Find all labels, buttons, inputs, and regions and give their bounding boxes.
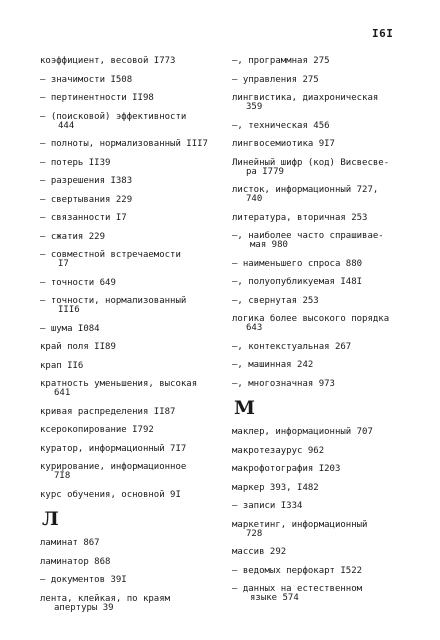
index-entry-text: ламинат 867 — [40, 538, 100, 548]
index-entry-text: макротезаурус 962 — [232, 445, 325, 456]
index-entry-text: листок, информационный 727, — [232, 185, 379, 195]
index-entry-continuation: ра I779 — [246, 166, 284, 177]
index-entry — [232, 566, 432, 576]
index-entry-text: литература, вторичная 253 — [232, 212, 368, 223]
index-entry — [232, 213, 432, 223]
index-entry-text: – записи I334 — [232, 501, 303, 511]
index-entry-text: Линейный шифр (код) Висвесве- — [232, 157, 390, 168]
index-entry-text: – полноты, нормализованный III7 — [40, 139, 208, 149]
index-entry-text: – данных на естественном — [232, 584, 363, 594]
index-entry-text: лингвосемиотика 9I7 — [232, 139, 335, 149]
index-entry — [40, 232, 230, 242]
index-entry — [40, 112, 230, 131]
index-entry-continuation: языке 574 — [250, 593, 299, 603]
index-entry-text: –, программная 275 — [232, 56, 330, 66]
index-entry — [40, 176, 230, 186]
index-entry-text: коэффициент, весовой I773 — [40, 56, 176, 66]
index-entry-text: –, техническая 456 — [232, 120, 330, 131]
index-entry-text: – связанности I7 — [40, 213, 127, 223]
index-entry — [232, 296, 432, 306]
index-entry-text: –, полуопубликуемая I48I — [232, 277, 363, 287]
index-entry — [40, 490, 230, 500]
index-entry-text: – ведомых перфокарт I522 — [232, 565, 363, 576]
index-entry-text: лингвистика, диахроническая — [232, 93, 379, 103]
index-entry-text: кривая распределения II87 — [40, 406, 176, 417]
index-entry — [40, 75, 230, 85]
index-entry — [40, 250, 230, 269]
index-entry-text: – (поисковой) эффективности — [40, 111, 187, 122]
index-entry-text: – потерь II39 — [40, 157, 111, 168]
index-entry — [232, 547, 432, 557]
index-entry-text: ламинатор 868 — [40, 556, 111, 567]
index-entry-text: –, наиболее часто спрашивае- — [232, 231, 384, 241]
index-entry — [232, 277, 432, 287]
index-entry-text: – пертинентности II98 — [40, 93, 154, 103]
index-entry-continuation: 643 — [246, 323, 263, 333]
index-entry — [232, 75, 432, 85]
index-entry — [232, 446, 432, 456]
index-entry — [40, 324, 230, 334]
index-entry — [232, 121, 432, 131]
index-entry — [232, 501, 432, 511]
index-entry-text: –, контекстуальная 267 — [232, 341, 352, 352]
index-entry — [40, 278, 230, 288]
index-entry-text: – документов 39I — [40, 575, 127, 585]
index-entry — [40, 296, 230, 315]
index-entry-text: – шума I084 — [40, 323, 100, 334]
index-entry — [232, 483, 432, 493]
index-entry — [40, 379, 230, 398]
index-entry-text: – наименьшего спроса 880 — [232, 258, 363, 269]
index-entry — [232, 342, 432, 352]
index-entry-text: – сжатия 229 — [40, 231, 106, 242]
index-entry-continuation: 7I8 — [54, 471, 71, 481]
index-entry — [40, 575, 230, 585]
index-entry — [40, 538, 230, 548]
index-entry — [232, 259, 432, 269]
index-entry-continuation: 359 — [246, 102, 263, 112]
index-entry — [232, 427, 432, 437]
index-entry — [40, 213, 230, 223]
index-entry — [40, 56, 230, 66]
index-entry-text: лента, клейкая, по краям — [40, 593, 171, 604]
index-entry-text: край поля II89 — [40, 342, 116, 352]
index-entry — [232, 158, 432, 177]
index-entry-text: курирование, информационное — [40, 462, 187, 472]
index-entry-text: – точности 649 — [40, 277, 116, 288]
index-entry — [232, 139, 432, 149]
index-entry — [40, 462, 230, 481]
index-entry-text: маркетинг, информационный — [232, 519, 368, 530]
index-entry — [232, 360, 432, 370]
index-entry — [40, 158, 230, 168]
index-entry-continuation: 444 — [58, 120, 75, 131]
index-entry — [40, 93, 230, 103]
index-entry — [232, 584, 432, 603]
index-entry — [232, 379, 432, 389]
index-entry-continuation: I7 — [58, 259, 69, 269]
index-entry-continuation: мая 980 — [250, 240, 288, 250]
index-entry — [232, 185, 432, 204]
index-entry — [40, 425, 230, 435]
index-entry-text: – свертывания 229 — [40, 194, 133, 205]
index-entry — [232, 56, 432, 66]
index-entry-continuation: 740 — [246, 194, 263, 204]
index-entry-text: – совместной встречаемости — [40, 250, 181, 260]
index-entry-text: –, машинная 242 — [232, 360, 314, 370]
index-entry-text: курс обучения, основной 9I — [40, 489, 181, 500]
index-entry-text: маклер, информационный 707 — [232, 427, 373, 437]
index-entry — [40, 342, 230, 352]
index-entry-continuation: 728 — [246, 528, 263, 539]
index-entry-text: маркер 393, I482 — [232, 482, 319, 493]
index-entry — [40, 139, 230, 149]
index-entry-text: куратор, информационный 7I7 — [40, 443, 187, 454]
index-entry — [40, 407, 230, 417]
index-entry-continuation: апертуры 39 — [54, 602, 114, 613]
index-entry-text: – точности, нормализованный — [40, 296, 187, 306]
index-column-right — [232, 56, 432, 612]
index-entry — [232, 231, 432, 250]
index-entry-text: – разрешения I383 — [40, 176, 133, 186]
index-entry-text: крап II6 — [40, 360, 84, 371]
page-number: I6I — [372, 27, 394, 40]
section-letter: Л — [42, 508, 59, 530]
index-entry-text: логика более высокого порядка — [232, 314, 390, 324]
index-entry — [40, 594, 230, 613]
index-entry — [232, 314, 432, 333]
index-column-left — [40, 56, 230, 621]
index-entry-text: кратность уменьшения, высокая — [40, 379, 198, 389]
section-letter: М — [234, 397, 256, 419]
index-entry-text: –, свернутая 253 — [232, 295, 319, 306]
index-entry-text: – управления 275 — [232, 74, 319, 85]
index-entry — [40, 557, 230, 567]
index-entry-text: массив 292 — [232, 547, 287, 557]
index-entry-text: –, многозначная 973 — [232, 378, 335, 389]
index-entry-continuation: 641 — [54, 388, 71, 398]
index-entry-continuation: III6 — [58, 305, 80, 315]
index-entry — [232, 520, 432, 539]
index-entry-text: ксерокопирование I792 — [40, 425, 154, 435]
index-entry — [232, 93, 432, 112]
index-entry — [40, 195, 230, 205]
index-entry-text: макрофотография I203 — [232, 464, 341, 474]
index-entry — [40, 361, 230, 371]
index-entry-text: – значимости I508 — [40, 74, 133, 85]
index-entry — [40, 444, 230, 454]
index-entry — [232, 464, 432, 474]
